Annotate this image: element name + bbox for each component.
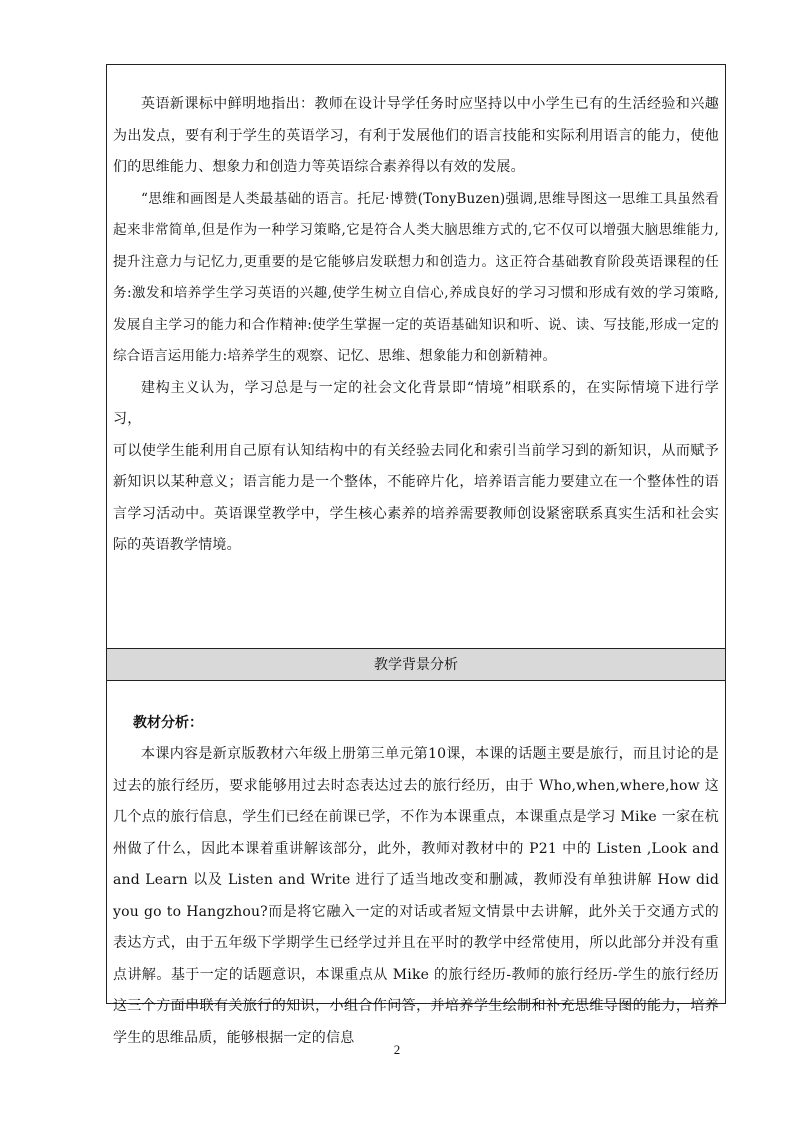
paragraph-constructivism: 建构主义认为，学习总是与一定的社会文化背景即“情境”相联系的，在实际情境下进行学习， — [113, 379, 719, 427]
rationale-cell — [107, 65, 725, 649]
background-analysis-cell — [107, 681, 725, 1046]
page-number: 2 — [393, 1042, 401, 1057]
textbook-analysis-heading: 教材分析： — [133, 715, 203, 731]
paragraph-curriculum-standard: 英语新课标中鲜明地指出：教师在设计导学任务时应坚持以中小学生已有的生活经验和兴趣为出发点，要有利于学生的英语学习，有利于发展他们的语言技能和实际利用语言的能力，使他们的思维能力、想象力和创造力等英语综合素养得以有效的发展。 — [113, 96, 719, 175]
lesson-plan-table — [106, 64, 726, 1046]
paragraph-language-ability: 可以使学生能利用自己原有认知结构中的有关经验去同化和索引当前学习到的新知识，从而赋予新知识以某种意义；语言能力是一个整体，不能碎片化，培养语言能力要建立在一个整体性的语言学习活动中。英语课堂教学中，学生核心素养的培养需要教师创设紧密联系真实生活和社会实际的英语教学情境。 — [113, 442, 719, 553]
section-header: 教学背景分析 — [107, 649, 725, 681]
paragraph-textbook-analysis: 本课内容是新京版教材六年级上册第三单元第10课，本课的话题主要是旅行，而且讨论的是过去的旅行经历，要求能够用过去时态表达过去的旅行经历，由于 Who,when,where,how 这几个点的旅行信息，学生们已经在前课已学，不作为本课重点，本课重点是学习 Mike 一家在杭州做了什么，因此本课着重讲解该部分，此外，教师对教材中的 P21 中的 Listen ,Look and and Learn 以及 Listen and Write 进行了适当地改变和删减，教师没有单独讲解 How did you go to Hangzhou?而是将它融入一定的对话或者短文情景中去讲解，此外关于交通方式的表达方式，由于五年级下学期学生已经学过并且在平时的教学中经常使用，所以此部分并没有重点讲解。基于一定的话题意识，本课重点从 Mike 的旅行经历-教师的旅行经历-学生的旅行经历这三个方面串联有关旅行的知识，小组合作问答，并培养学生绘制和补充思维导图的能力，培养学生的思维品质，能够根据一定的信息 — [113, 746, 719, 1046]
paragraph-mind-map: “思维和画图是人类最基础的语言。托尼·博赞(TonyBuzen)强调,思维导图这一思维工具虽然看起来非常简单,但是作为一种学习策略,它是符合人类大脑思维方式的,它不仅可以增强大脑思维能力,提升注意力与记忆力,更重要的是它能够启发联想力和创造力。这正符合基础教育阶段英语课程的任务:激发和培养学生学习英语的兴趣,使学生树立自信心,养成良好的学习习惯和形成有效的学习策略,发展自主学习的能力和合作精神:使学生掌握一定的英语基础知识和听、说、读、写技能,形成一定的综合语言运用能力:培养学生的观察、记忆、思维、想象能力和创新精神。 — [113, 190, 719, 364]
